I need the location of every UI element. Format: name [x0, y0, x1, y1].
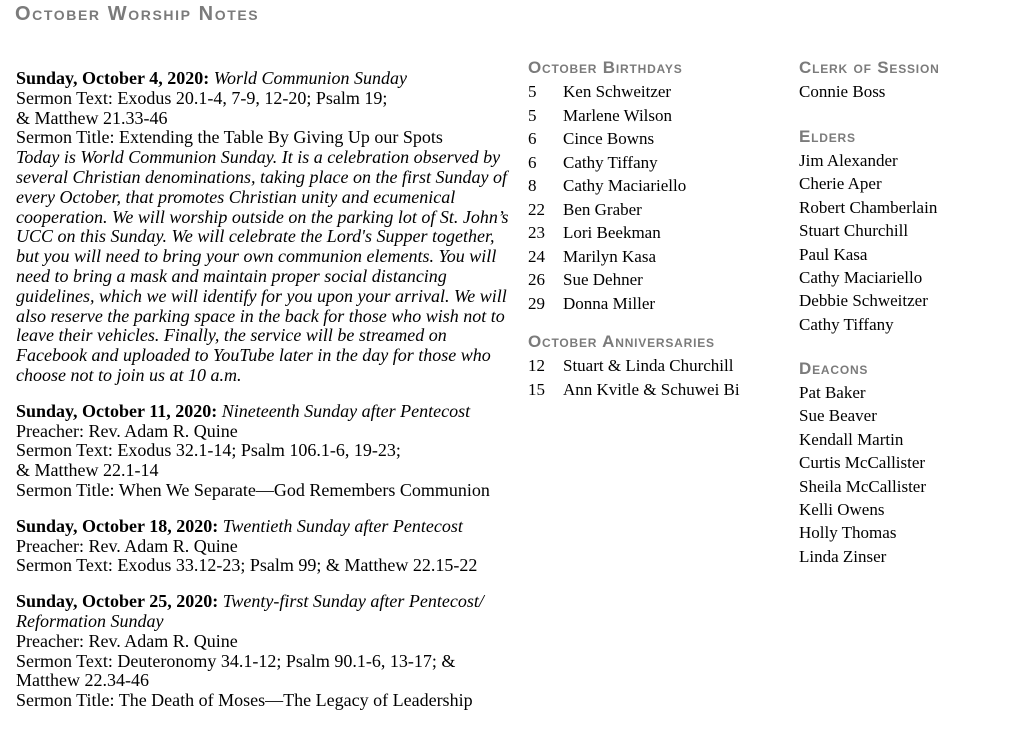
officer-name: Paul Kasa [799, 244, 868, 264]
officer-name: Linda Zinser [799, 546, 887, 566]
worship-line [16, 89, 522, 109]
officer-name: Kelli Owens [799, 500, 885, 520]
birthday-name: Ken Schweitzer [563, 82, 672, 101]
clerk-heading: Clerk of Session [799, 58, 940, 77]
birthday-row [528, 127, 686, 151]
worship-line [16, 461, 522, 481]
worship-text-segment: Today is World Communion Sunday. It is a celebration observed by [16, 147, 501, 168]
worship-text-segment: Twenty-first Sunday after Pentecost/ [218, 591, 484, 612]
clerk-list [799, 80, 940, 103]
birthday-day: 5 [528, 105, 537, 125]
worship-text-segment: every October, that promotes Christian unity and ecumenical [16, 186, 456, 207]
officer-name: Stuart Churchill [799, 221, 909, 241]
officer-name: Curtis McCallister [799, 453, 926, 473]
worship-text-segment: choose not to join us at 10 a.m. [16, 364, 242, 385]
elders-heading: Elders [799, 127, 856, 146]
anniversary-row [528, 354, 740, 378]
worship-text-segment: World Communion Sunday [209, 68, 408, 88]
anniversary-name: Stuart & Linda Churchill [563, 356, 734, 375]
officer-name: Connie Boss [799, 82, 886, 101]
worship-line [16, 227, 522, 247]
anniversary-day: 15 [528, 380, 545, 399]
officer-name: Robert Chamberlain [799, 197, 938, 217]
birthday-row [528, 198, 686, 222]
worship-line [16, 267, 522, 287]
worship-line [16, 109, 522, 129]
worship-text-segment: Sermon Text: Exodus 33.12-23; Psalm 99; & Matthew 22.15-22 [16, 555, 478, 576]
worship-line [16, 128, 522, 148]
deacons-list [799, 381, 926, 568]
birthdays-list [528, 80, 686, 315]
birthday-row [528, 292, 686, 316]
birthday-day: 29 [528, 293, 545, 313]
worship-text-segment: Preacher: Rev. Adam R. Quine [16, 420, 238, 441]
worship-line [16, 422, 522, 442]
worship-line [16, 632, 522, 652]
elders-list [799, 149, 937, 336]
anniversary-day: 12 [528, 356, 545, 375]
birthday-row [528, 80, 686, 104]
worship-text-segment: Sunday, October 11, 2020: [16, 400, 218, 421]
worship-text-segment: Sermon Title: When We Separate—God Remembers Communion [16, 479, 490, 500]
worship-line [16, 69, 522, 89]
worship-section [16, 517, 522, 576]
worship-line [16, 691, 522, 711]
worship-line [16, 556, 522, 576]
worship-section [16, 69, 522, 386]
birthday-name: Marilyn Kasa [563, 246, 657, 266]
deacons-panel [799, 359, 926, 568]
worship-section [16, 402, 522, 501]
birthday-row [528, 151, 686, 175]
worship-text-segment: Sermon Title: Extending the Table By Giving Up our Spots [16, 127, 443, 148]
anniversary-name: Ann Kvitle & Schuwei Bi [563, 380, 740, 399]
birthday-day: 8 [528, 176, 537, 195]
birthday-row [528, 221, 686, 245]
worship-text-segment: Sermon Title: The Death of Moses—The Legacy of Leadership [16, 690, 473, 711]
birthday-row [528, 245, 686, 269]
birthday-row [528, 104, 686, 128]
worship-line [16, 366, 522, 386]
worship-line [16, 307, 522, 327]
birthdays-panel [528, 58, 686, 315]
officer-name: Pat Baker [799, 383, 866, 402]
worship-text-segment: Nineteenth Sunday after Pentecost [217, 400, 471, 421]
birthday-day: 23 [528, 223, 545, 242]
elders-panel [799, 127, 937, 336]
deacons-heading: Deacons [799, 359, 869, 378]
worship-text-segment: Preacher: Rev. Adam R. Quine [16, 535, 238, 556]
anniversary-row [528, 378, 740, 402]
worship-line [16, 517, 522, 537]
worship-text-segment: UCC on this Sunday. We will celebrate the Lord's Supper together, [16, 226, 495, 247]
worship-text-segment: Sunday, October 18, 2020: [16, 515, 219, 536]
worship-line [16, 592, 522, 612]
worship-text-segment: Sermon Text: Deuteronomy 34.1-12; Psalm 90.1-6, 13-17; & [16, 650, 456, 671]
worship-text-segment: also reserve the parking space in the back for those who wish not to [16, 305, 505, 326]
worship-line [16, 652, 522, 672]
worship-text-segment: but you will need to bring your own communion elements. You will [16, 246, 497, 267]
birthday-day: 26 [528, 270, 545, 289]
birthday-name: Sue Dehner [563, 270, 643, 289]
worship-line [16, 537, 522, 557]
birthday-day: 5 [528, 82, 537, 101]
worship-line [16, 481, 522, 501]
worship-line [16, 168, 522, 188]
worship-text-segment: Twentieth Sunday after Pentecost [218, 515, 463, 536]
officer-name: Debbie Schweitzer [799, 291, 928, 311]
officer-name: Cathy Maciariello [799, 268, 923, 288]
worship-line [16, 346, 522, 366]
worship-text-segment: Matthew 22.34-46 [16, 670, 149, 691]
anniversaries-heading: October Anniversaries [528, 332, 715, 351]
anniversaries-list [528, 354, 740, 402]
worship-line [16, 402, 522, 422]
worship-line [16, 247, 522, 267]
birthday-day: 22 [528, 199, 545, 219]
officer-name: Cherie Aper [799, 174, 882, 194]
worship-text-segment: Sunday, October 25, 2020: [16, 591, 219, 612]
worship-text-segment: Sunday, October 4, 2020: [16, 68, 210, 88]
birthdays-heading: October Birthdays [528, 58, 683, 77]
birthday-day: 6 [528, 129, 537, 148]
worship-line [16, 441, 522, 461]
birthday-row [528, 268, 686, 292]
worship-notes-column [16, 69, 522, 711]
officer-name: Holly Thomas [799, 523, 897, 543]
officer-name: Sheila McCallister [799, 476, 927, 496]
worship-line [16, 671, 522, 691]
birthday-name: Cathy Maciariello [563, 176, 687, 195]
officer-name: Sue Beaver [799, 406, 877, 426]
worship-line [16, 208, 522, 228]
worship-line [16, 148, 522, 168]
worship-text-segment: Reformation Sunday [16, 610, 164, 631]
birthday-day: 24 [528, 246, 545, 266]
birthday-name: Lori Beekman [563, 223, 661, 242]
page-title: October Worship Notes [15, 3, 260, 25]
birthday-name: Cathy Tiffany [563, 152, 658, 172]
birthday-name: Cince Bowns [563, 129, 655, 148]
officer-name: Cathy Tiffany [799, 314, 894, 334]
clerk-of-session-panel [799, 58, 940, 103]
worship-text-segment: Facebook and uploaded to YouTube later in the day for those who [16, 345, 491, 366]
birthday-day: 6 [528, 152, 537, 172]
worship-text-segment: & Matthew 22.1-14 [16, 460, 159, 481]
worship-text-segment: Preacher: Rev. Adam R. Quine [16, 630, 238, 651]
worship-line [16, 287, 522, 307]
worship-text-segment: guidelines, which we will identify for you upon your arrival. We will [16, 285, 507, 306]
worship-section [16, 592, 522, 711]
worship-line [16, 612, 522, 632]
birthday-row [528, 174, 686, 198]
worship-text-segment: Sermon Text: Exodus 32.1-14; Psalm 106.1-6, 19-23; [16, 440, 401, 461]
worship-text-segment: leave their vehicles. Finally, the service will be streamed on [16, 325, 447, 346]
birthday-name: Marlene Wilson [563, 105, 673, 125]
worship-text-segment: need to bring a mask and maintain proper social distancing [16, 265, 447, 286]
officer-name: Jim Alexander [799, 151, 898, 170]
worship-text-segment: several Christian denominations, taking place on the first Sunday of [16, 166, 507, 187]
officer-name: Kendall Martin [799, 429, 904, 449]
worship-text-segment: Sermon Text: Exodus 20.1-4, 7-9, 12-20; Psalm 19; [16, 87, 388, 108]
worship-line [16, 326, 522, 346]
anniversaries-panel [528, 332, 740, 402]
birthday-name: Ben Graber [563, 199, 642, 219]
worship-text-segment: cooperation. We will worship outside on the parking lot of St. John’s [16, 206, 509, 227]
worship-line [16, 188, 522, 208]
birthday-name: Donna Miller [563, 293, 656, 313]
worship-text-segment: & Matthew 21.33-46 [16, 107, 168, 128]
